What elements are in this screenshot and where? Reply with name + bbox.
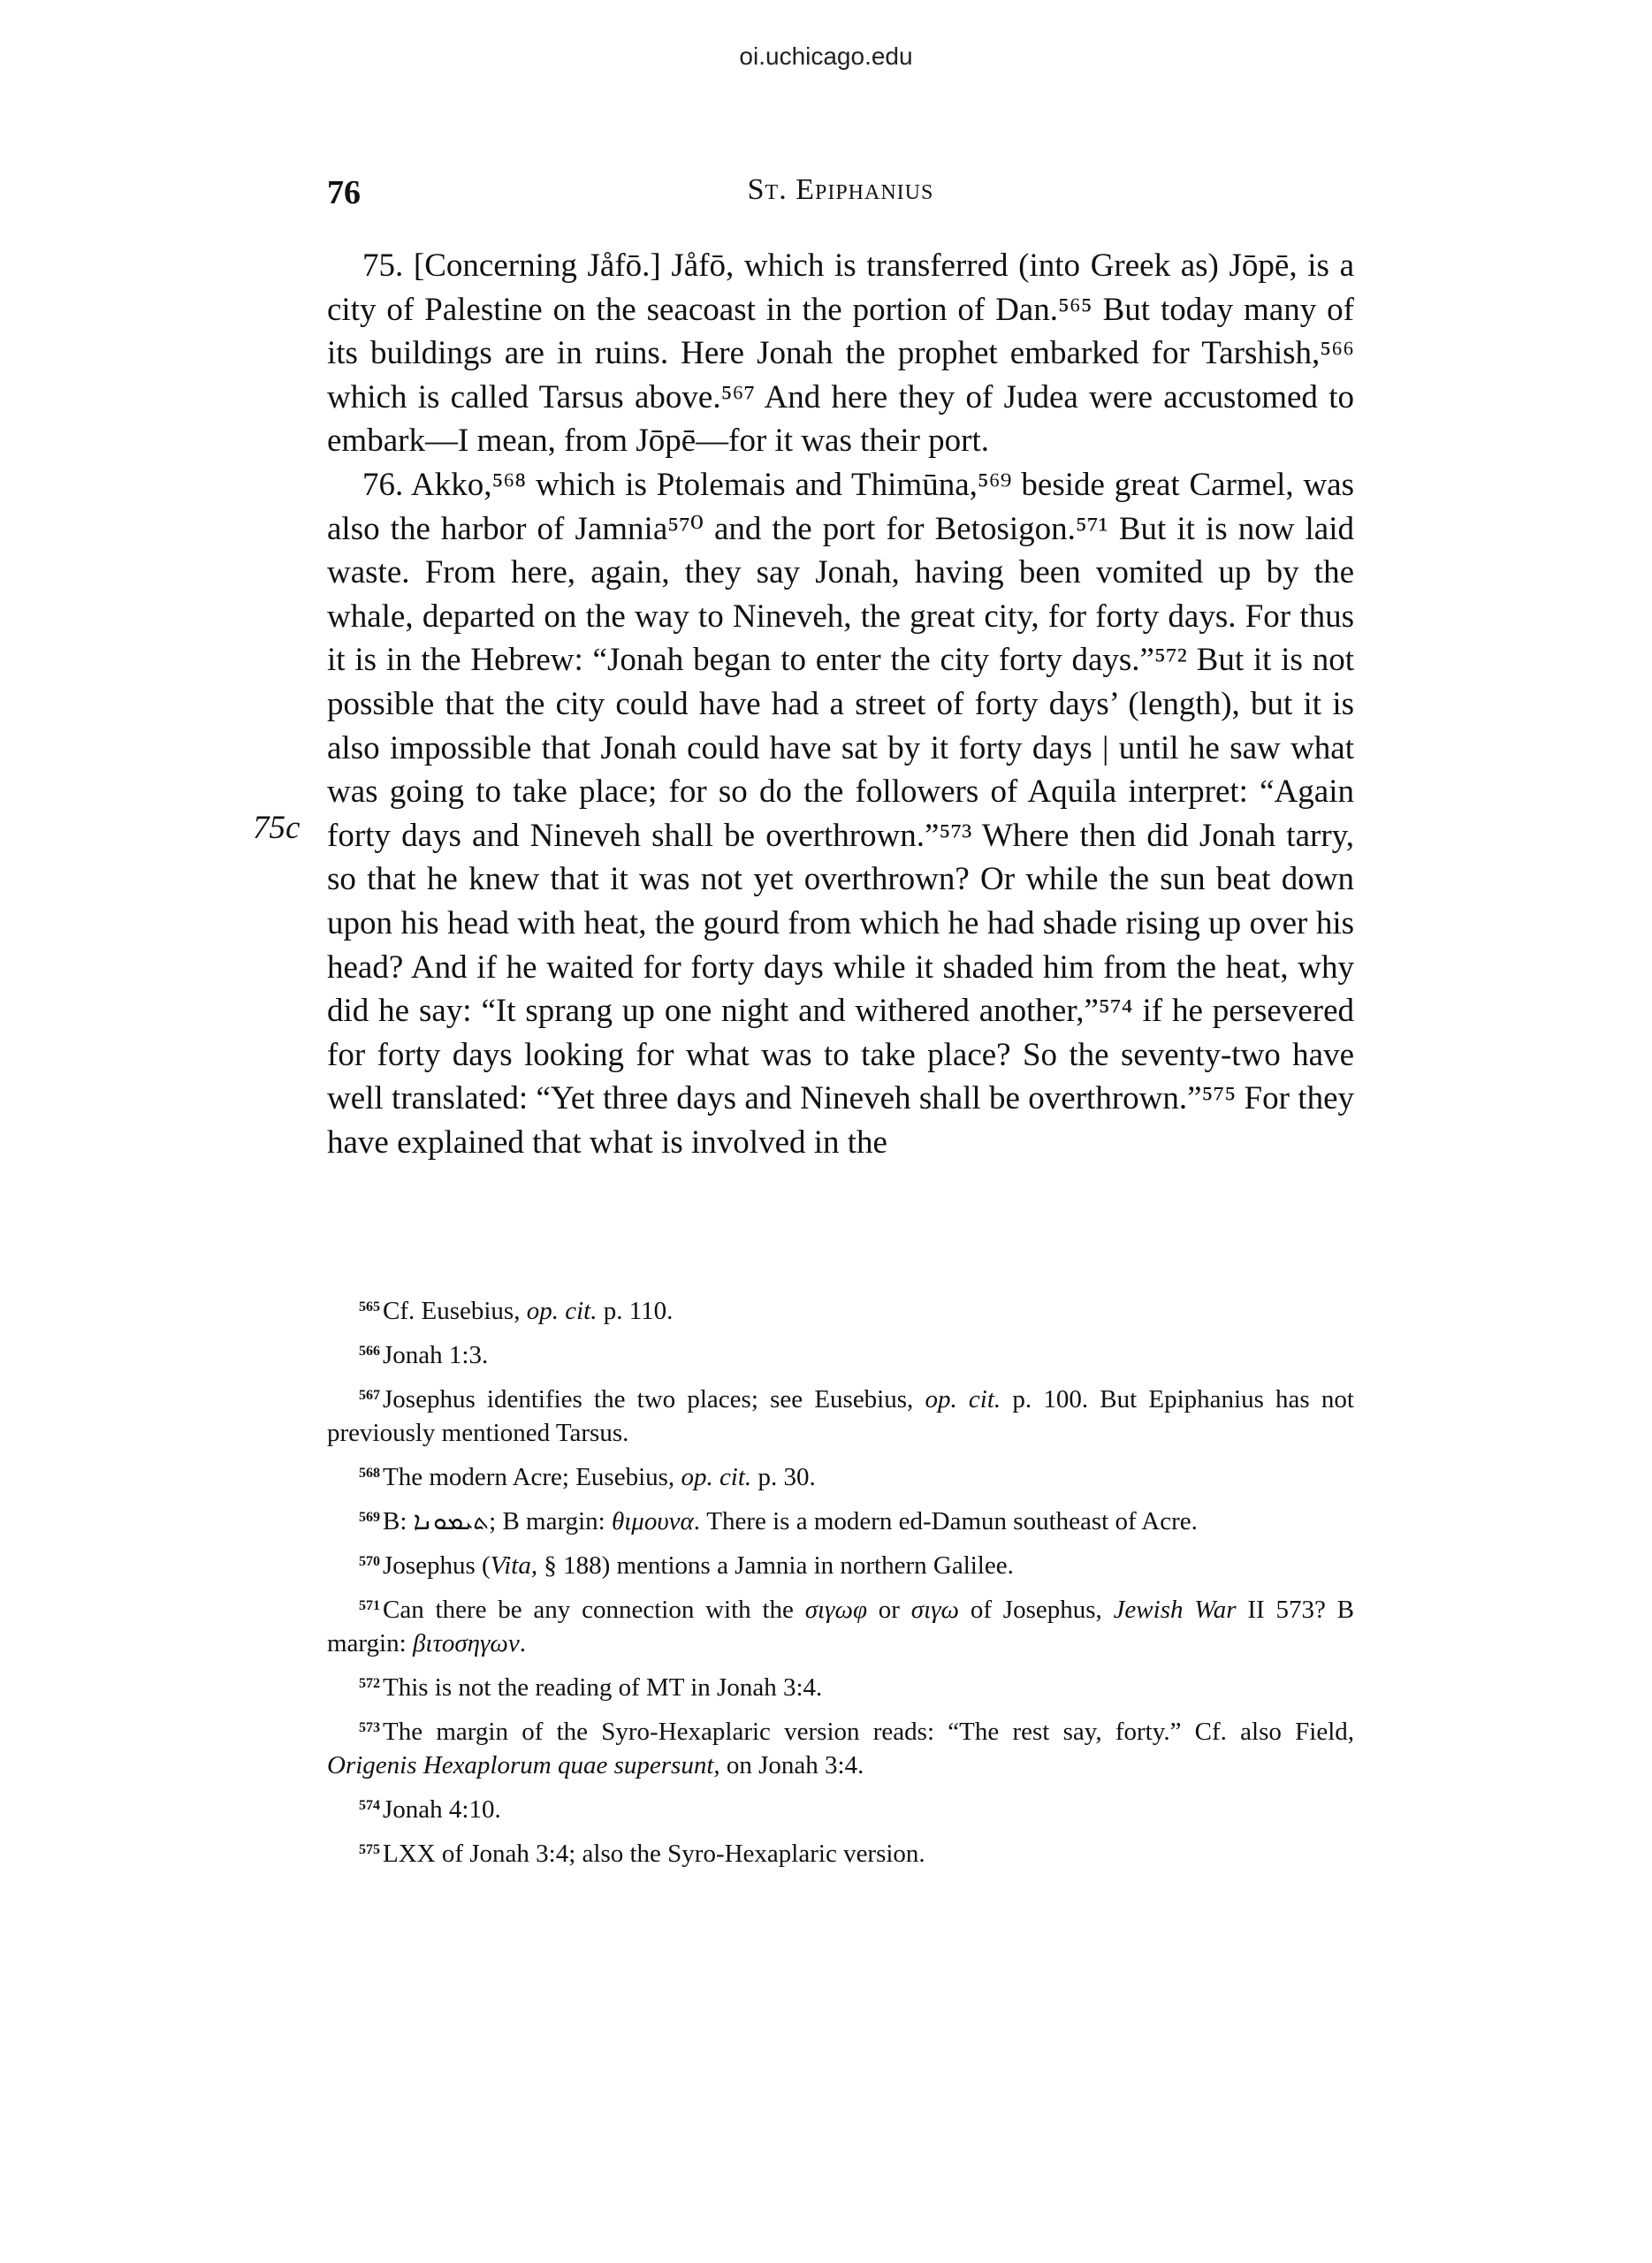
page-number: 76	[327, 174, 361, 211]
footnote-citation: op. cit.	[526, 1297, 598, 1325]
footnote-number: 575	[359, 1842, 380, 1857]
greek-word: σιγω	[910, 1596, 960, 1624]
footnote-number: 569	[359, 1510, 380, 1525]
page-header	[327, 173, 1354, 217]
footnote-text-tail: on Jonah 3:4.	[719, 1751, 864, 1779]
footnote-text-mid: of Josephus,	[959, 1596, 1114, 1624]
footnote-568	[327, 1457, 1354, 1494]
footnote-text: The margin of the Syro-Hexaplaric version reads: “The rest say, forty.” Cf. also Field,	[383, 1718, 1354, 1746]
source-url: oi.uchicago.edu	[739, 42, 913, 70]
footnote-text-tail: p. 100. But Epiphanius has not previously mentioned Tarsus.	[327, 1385, 1354, 1447]
footnote-number: 565	[359, 1299, 380, 1314]
footnote-number: 574	[359, 1798, 380, 1813]
greek-word: βιτοσηγων	[412, 1629, 520, 1657]
footnote-number: 570	[359, 1554, 380, 1569]
footnote-571	[327, 1589, 1354, 1660]
footnote-570	[327, 1545, 1354, 1582]
footnote-citation: op. cit.	[681, 1463, 752, 1491]
paragraph-76: 76. Akko,⁵⁶⁸ which is Ptolemais and Thimūna,⁵⁶⁹ beside great Carmel, was also the harbor of Jamnia⁵⁷⁰ and the port for Betosigon.⁵⁷¹ But it is now laid waste. From here, again, they say Jonah, having been vomited up by the whale, departed on the way to Nineveh, the great city, for forty days. For thus it is in the Hebrew: “Jonah began to enter the city forty days.”⁵⁷² But it is not possible that the city could have had a street of forty days’ (length), but it is also impossible that Jonah could have sat by it forty days | until he saw what was going to take place; for so do the followers of Aquila interpret: “Again forty days and Nineveh shall be overthrown.”⁵⁷³ Where then did Jonah tarry, so that he knew that it was not yet overthrown? Or while the sun beat down upon his head with heat, the gourd from which he had shade rising up over his head? And if he waited for forty days while it shaded him from the heat, why did he say: “It sprang up one night and withered another,”⁵⁷⁴ if he persevered for forty days looking for what was to take place? So the seventy-two have well translated: “Yet three days and Nineveh shall be overthrown.”⁵⁷⁵ For they have explained that what is involved in the	[327, 466, 1354, 1161]
footnote-citation: Jewish War	[1113, 1596, 1237, 1624]
greek-word: σιγωφ	[804, 1596, 868, 1624]
footnote-number: 573	[359, 1720, 380, 1735]
footnote-text: Josephus (	[383, 1551, 491, 1580]
running-title: St. Epiphanius	[747, 173, 934, 206]
footnote-number: 572	[359, 1676, 380, 1691]
body-text	[327, 244, 1354, 1164]
footnote-text-mid: ; B margin:	[489, 1507, 612, 1535]
footnote-number: 567	[359, 1388, 380, 1403]
footnote-number: 566	[359, 1344, 380, 1359]
footnote-text-tail: § 188) mentions a Jamnia in northern Galilee.	[537, 1551, 1014, 1580]
syriac-word: ܬܝܡܘܢܐ	[413, 1506, 490, 1535]
footnotes	[327, 1291, 1354, 1878]
footnote-number: 571	[359, 1598, 380, 1613]
footnote-text: The modern Acre; Eusebius,	[383, 1463, 681, 1491]
footnote-567	[327, 1379, 1354, 1450]
greek-word: θιμουνα	[611, 1507, 694, 1535]
footnote-citation: Vita,	[490, 1551, 538, 1580]
footnote-text-tail: II 573? B margin:	[327, 1596, 1354, 1657]
footnote-text-tail: p. 110.	[597, 1297, 674, 1325]
footnote-text: Jonah 1:3.	[383, 1341, 489, 1369]
footnote-text: LXX of Jonah 3:4; also the Syro-Hexaplaric version.	[383, 1840, 925, 1868]
footnote-text-mid: or	[867, 1596, 911, 1624]
footnote-number: 568	[359, 1466, 380, 1481]
footnote-575	[327, 1833, 1354, 1871]
footnote-573	[327, 1711, 1354, 1782]
footnote-text: This is not the reading of MT in Jonah 3:4.	[383, 1673, 823, 1702]
footnote-text: Can there be any connection with the	[383, 1596, 805, 1624]
footnote-text-end: .	[519, 1629, 527, 1657]
footnote-text: Josephus identifies the two places; see Eusebius,	[383, 1385, 925, 1413]
margin-reference: 75c	[253, 810, 301, 846]
footnote-citation: Origenis Hexaplorum quae supersunt,	[327, 1751, 720, 1779]
footnote-text-tail: . There is a modern ed-Damun southeast of Acre.	[693, 1507, 1198, 1535]
paragraph-75: 75. [Concerning Jåfō.] Jåfō, which is transferred (into Greek as) Jōpē, is a city of Palestine on the seacoast in the portion of Dan.⁵⁶⁵ But today many of its buildings are in ruins. Here Jonah the prophet embarked for Tarshish,⁵⁶⁶ which is called Tarsus above.⁵⁶⁷ And here they of Judea were accustomed to embark—I mean, from Jōpē—for it was their port.	[327, 248, 1354, 460]
footnote-text: Jonah 4:10.	[383, 1795, 501, 1824]
footnote-572	[327, 1667, 1354, 1704]
footnote-citation: op. cit.	[925, 1385, 1001, 1413]
footnote-569	[327, 1501, 1354, 1538]
footnote-565	[327, 1291, 1354, 1328]
footnote-574	[327, 1789, 1354, 1826]
footnote-566	[327, 1335, 1354, 1372]
footnote-text: B:	[383, 1507, 414, 1535]
footnote-text: Cf. Eusebius,	[383, 1297, 527, 1325]
footnote-text-tail: p. 30.	[751, 1463, 816, 1491]
